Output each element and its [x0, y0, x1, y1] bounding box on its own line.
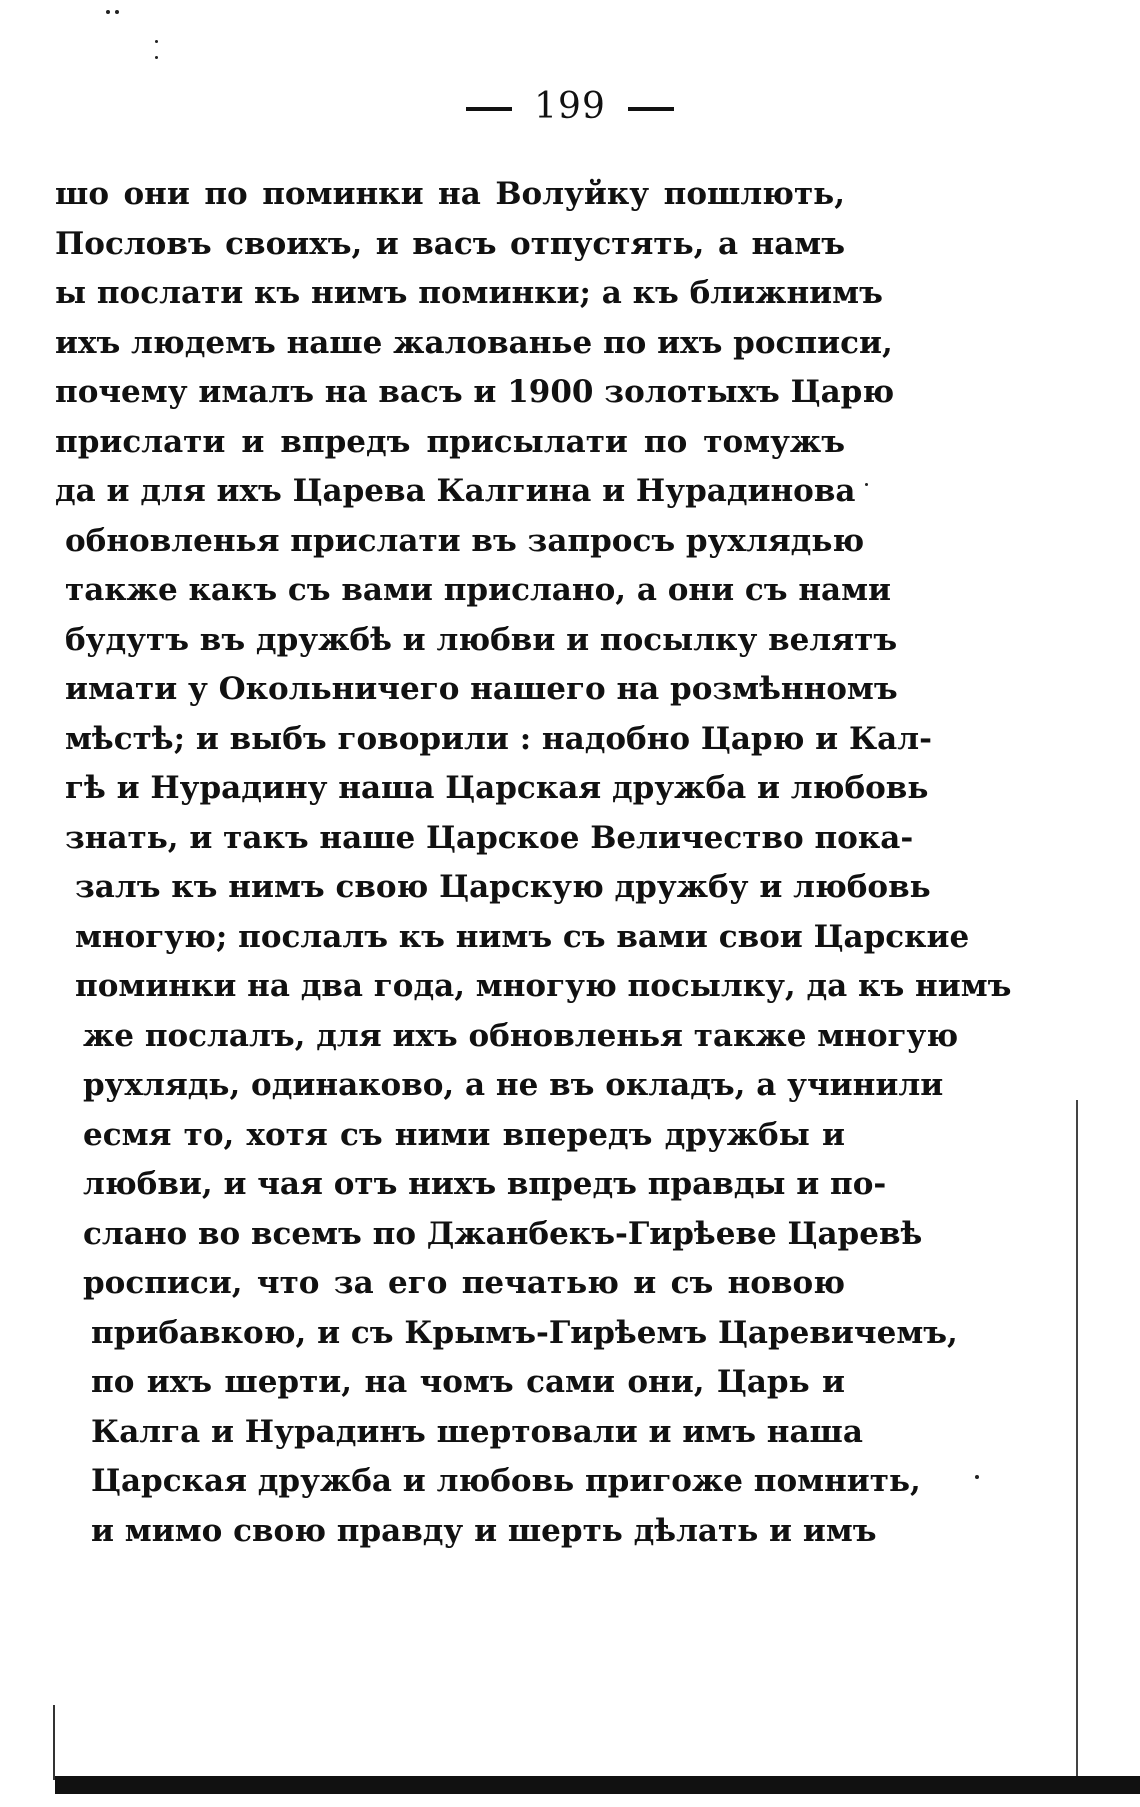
text-line: же послалъ, для ихъ обновленья также многую [83, 1017, 959, 1054]
text-line: росписи, что за его печатью и съ новою [83, 1265, 845, 1301]
text-line: Пословъ своихъ, и васъ отпустять, а намъ [55, 225, 845, 262]
page-header [0, 86, 1140, 127]
scan-speck [865, 483, 868, 486]
text-line: прибавкою, и съ Крымъ-Гирѣемъ Царевичемъ, [91, 1314, 958, 1351]
text-line: по ихъ шерти, на чомъ сами они, Царь и [91, 1364, 845, 1400]
page-number: 199 [534, 86, 606, 127]
text-line: Калга и Нурадинъ шертовали и имъ наша [91, 1413, 863, 1450]
text-line: прислати и впредъ присылати по томужъ [55, 423, 845, 460]
scan-margin-mark-left [53, 1705, 55, 1780]
scan-margin-mark-right [1076, 1100, 1078, 1790]
text-line: почему ималъ на васъ и 1900 золотыхъ Царю [55, 374, 895, 410]
scan-speck [975, 1475, 979, 1479]
text-line: знать, и такъ наше Царское Величество пока- [65, 819, 914, 856]
text-line: ы послати къ нимъ поминки; а къ ближнимъ [55, 275, 883, 311]
scan-speck [155, 56, 158, 59]
text-line: обновленья прислати въ запросъ рухлядью [65, 522, 865, 559]
scan-speck [155, 40, 158, 43]
text-line: ихъ людемъ наше жалованье по ихъ росписи, [55, 324, 893, 361]
text-line: залъ къ нимъ свою Царскую дружбу и любовь [75, 869, 931, 905]
text-line: любви, и чая отъ нихъ впредъ правды и по- [83, 1166, 887, 1202]
text-line: рухлядь, одинаково, а не въ окладъ, а учинили [83, 1067, 944, 1103]
text-line: имати у Окольничего нашего на розмѣнномъ [65, 671, 898, 707]
header-dash-left [466, 107, 512, 111]
body-text [55, 170, 1012, 1556]
text-line: да и для ихъ Царева Калгина и Нурадинова [55, 473, 856, 509]
scan-speck [115, 10, 119, 14]
text-line: есмя то, хотя съ ними впередъ дружбы и [83, 1116, 845, 1153]
text-line: будутъ въ дружбѣ и любви и посылку велятъ [65, 621, 898, 658]
text-line: мѣстѣ; и выбъ говорили : надобно Царю и Кал- [65, 720, 932, 757]
text-line: шо они по поминки на Волуйку пошлють, [55, 176, 845, 212]
text-line: и мимо свою правду и шерть дѣлать и имъ [91, 1512, 877, 1549]
text-line: многую; послалъ къ нимъ съ вами свои Царские [75, 918, 970, 955]
text-line: слано во всемъ по Джанбекъ-Гирѣеве Царевѣ [83, 1215, 923, 1252]
text-line: гѣ и Нурадину наша Царская дружба и любовь [65, 770, 929, 806]
scan-bottom-edge [55, 1776, 1140, 1794]
text-line: Царская дружба и любовь пригоже помнить, [91, 1463, 921, 1499]
scan-speck [106, 10, 110, 14]
text-line: также какъ съ вами прислано, а они съ нами [65, 572, 892, 608]
text-line: поминки на два года, многую посылку, да къ нимъ [75, 968, 1012, 1004]
header-dash-right [628, 107, 674, 111]
